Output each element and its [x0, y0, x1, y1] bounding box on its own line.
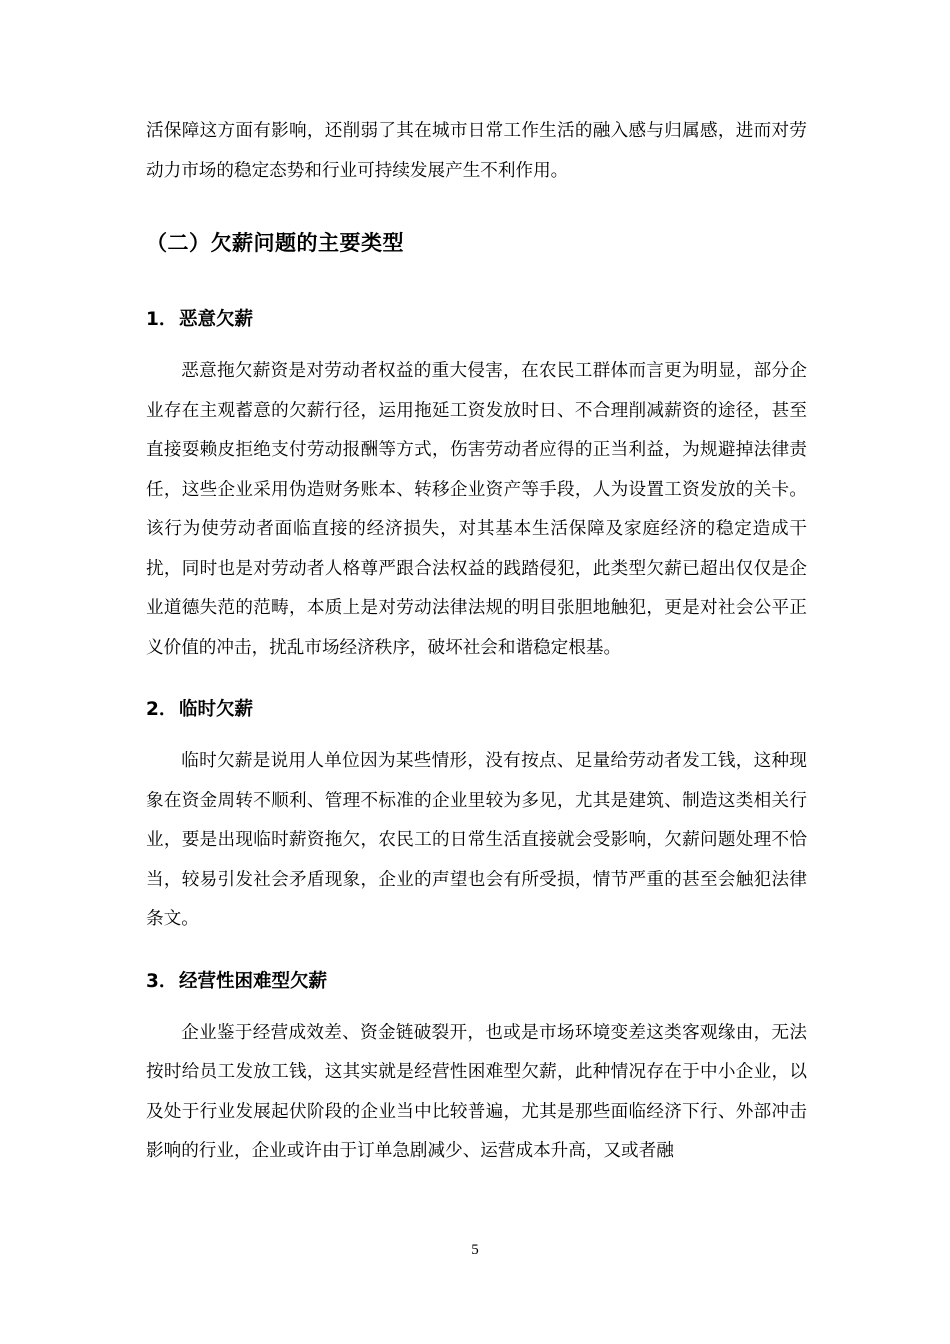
page-number: 5: [471, 1242, 479, 1258]
section-heading: （二）欠薪问题的主要类型: [146, 231, 404, 255]
page-content: [146, 112, 807, 1172]
subsection-title: 经营性困难型欠薪: [179, 970, 328, 992]
subsection-heading-2: [146, 696, 807, 724]
subsection-paragraph-2: 临时欠薪是说用人单位因为某些情形，没有按点、足量给劳动者发工钱，这种现象在资金周转不顺利、管理不标准的企业里较为多见，尤其是建筑、制造这类相关行业，要是出现临时薪资拖欠，农民工的日常生活直接就会受影响，欠薪问题处理不恰当，较易引发社会矛盾现象，企业的声望也会有所受损，情节严重的甚至会触犯法律条文。: [146, 751, 807, 929]
subsection-title: 临时欠薪: [179, 699, 254, 720]
subsection-heading-1: [146, 306, 807, 334]
subsection-number: 1．: [146, 309, 178, 330]
subsection-paragraph-1: 恶意拖欠薪资是对劳动者权益的重大侵害，在农民工群体而言更为明显，部分企业存在主观蓄意的欠薪行径，运用拖延工资发放时日、不合理削减薪资的途径，甚至直接耍赖皮拒绝支付劳动报酬等方式，伤害劳动者应得的正当利益，为规避掉法律责任，这些企业采用伪造财务账本、转移企业资产等手段，人为设置工资发放的关卡。该行为使劳动者面临直接的经济损失，对其基本生活保障及家庭经济的稳定造成干扰，同时也是对劳动者人格尊严跟合法权益的践踏侵犯，此类型欠薪已超出仅仅是企业道德失范的范畴，本质上是对劳动法律法规的明目张胆地触犯，更是对社会公平正义价值的冲击，扰乱市场经济秩序，破坏社会和谐稳定根基。: [146, 361, 807, 658]
subsection-heading-3: [146, 968, 807, 996]
intro-paragraph: 活保障这方面有影响，还削弱了其在城市日常工作生活的融入感与归属感，进而对劳动力市场的稳定态势和行业可持续发展产生不利作用。: [146, 121, 807, 181]
subsection-title: 恶意欠薪: [179, 309, 254, 330]
subsection-number: 2．: [146, 699, 178, 720]
subsection-paragraph-3: 企业鉴于经营成效差、资金链破裂开，也或是市场环境变差这类客观缘由，无法按时给员工发放工钱，这其实就是经营性困难型欠薪，此种情况存在于中小企业，以及处于行业发展起伏阶段的企业当中比较普遍，尤其是那些面临经济下行、外部冲击影响的行业，企业或许由于订单急剧减少、运营成本升高，又或者融: [146, 1022, 807, 1161]
subsection-number: 3．: [146, 970, 178, 992]
